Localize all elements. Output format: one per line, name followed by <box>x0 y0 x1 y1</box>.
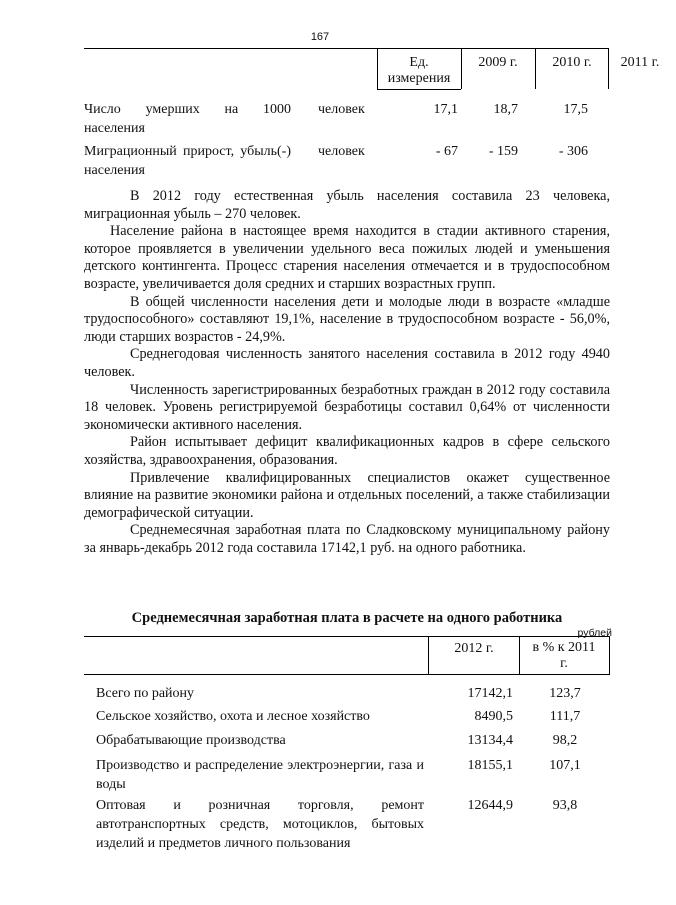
value-2012: 12644,9 <box>467 798 513 813</box>
value-percent: 123,7 <box>549 686 581 701</box>
row-label: Число умерших на 1000 населения <box>84 102 291 136</box>
row-label: Обрабатывающие производства <box>96 733 286 748</box>
value-percent: 107,1 <box>549 758 581 773</box>
row-label: Всего по району <box>96 686 195 701</box>
salary-table <box>84 636 610 876</box>
value-2011: - 306 <box>558 144 588 159</box>
header-2012: 2012 г. <box>454 641 494 656</box>
value-2009: - 67 <box>435 144 458 159</box>
table-top-rule <box>84 636 610 637</box>
row-label: Оптовая и розничная торговля, ремонт автотранспортных средств, мотоциклов, бытовых изделий и предметов личного пользования <box>96 798 424 851</box>
header-2011: 2011 г. <box>620 55 660 70</box>
value-2012: 17142,1 <box>467 686 513 701</box>
paragraph: Привлечение квалифицированных специалистов окажет существенное влияние на развитие экономики района и отдельных поселений, а также стабилизации демографической ситуации. <box>84 469 610 521</box>
paragraph: Среднегодовая численность занятого населения составила в 2012 году 4940 человек. <box>84 346 610 380</box>
row-label: Сельское хозяйство, охота и лесное хозяйство <box>96 709 370 724</box>
paragraph: Среднемесячная заработная плата по Сладковскому муниципальному району за январь-декабрь 2012 года составила 17142,1 руб. на одного работника. <box>84 522 610 556</box>
column-divider <box>519 636 520 674</box>
paragraph: Численность зарегистрированных безработных граждан в 2012 году составила 18 человек. Уровень регистрируемой безработицы составил 0,64% от численности экономически активного населения. <box>84 381 610 433</box>
demographics-table <box>84 48 660 178</box>
table-top-rule <box>84 48 609 49</box>
value-2010: - 159 <box>488 144 518 159</box>
value-2011: 17,5 <box>563 102 588 117</box>
row-unit: человек <box>318 144 365 159</box>
paragraph: Население района в настоящее время находится в стадии активного старения, которое проявляется в увеличении удельного веса пожилых людей и уменьшения детского контингента. Процесс старения населения отмечается и в трудоспособном возрасте, увеличивается доля средних и старших возрастных групп. <box>84 223 610 292</box>
value-2012: 13134,4 <box>467 733 513 748</box>
paragraph: В общей численности населения дети и молодые люди в возрасте «младше трудоспособного» составляют 19,1%, население в трудоспособном возрасте - 56,0%, люди старших возрастов - 24,9%. <box>84 293 610 345</box>
value-2012: 18155,1 <box>467 758 513 773</box>
value-2010: 18,7 <box>493 102 518 117</box>
salary-table-unit: рублей <box>577 627 612 639</box>
salary-table-title: Среднемесячная заработная плата в расчете на одного работника <box>131 610 563 626</box>
header-unit: Ед. измерения <box>387 55 451 86</box>
value-percent: 111,7 <box>549 709 581 724</box>
page-number: 167 <box>310 31 330 43</box>
paragraph: Район испытывает дефицит квалификационных кадров в сфере сельского хозяйства, здравоохранения, образования. <box>84 434 610 468</box>
header-2009: 2009 г. <box>478 55 518 70</box>
row-label: Миграционный прирост, убыль(-) населения <box>84 144 291 178</box>
value-2009: 17,1 <box>433 102 458 117</box>
paragraph: В 2012 году естественная убыль населения составила 23 человека, миграционная убыль – 270 человек. <box>84 188 610 222</box>
value-2012: 8490,5 <box>474 709 513 724</box>
header-rule <box>377 89 461 90</box>
body-text <box>84 188 610 557</box>
row-label: Производство и распределение электроэнергии, газа и воды <box>96 758 424 792</box>
header-rule <box>84 674 610 675</box>
header-2010: 2010 г. <box>552 55 592 70</box>
column-divider <box>609 636 610 674</box>
header-percent: в % к 2011 г. <box>532 640 596 671</box>
row-unit: человек <box>318 102 365 117</box>
value-percent: 98,2 <box>552 733 578 748</box>
value-percent: 93,8 <box>552 798 578 813</box>
